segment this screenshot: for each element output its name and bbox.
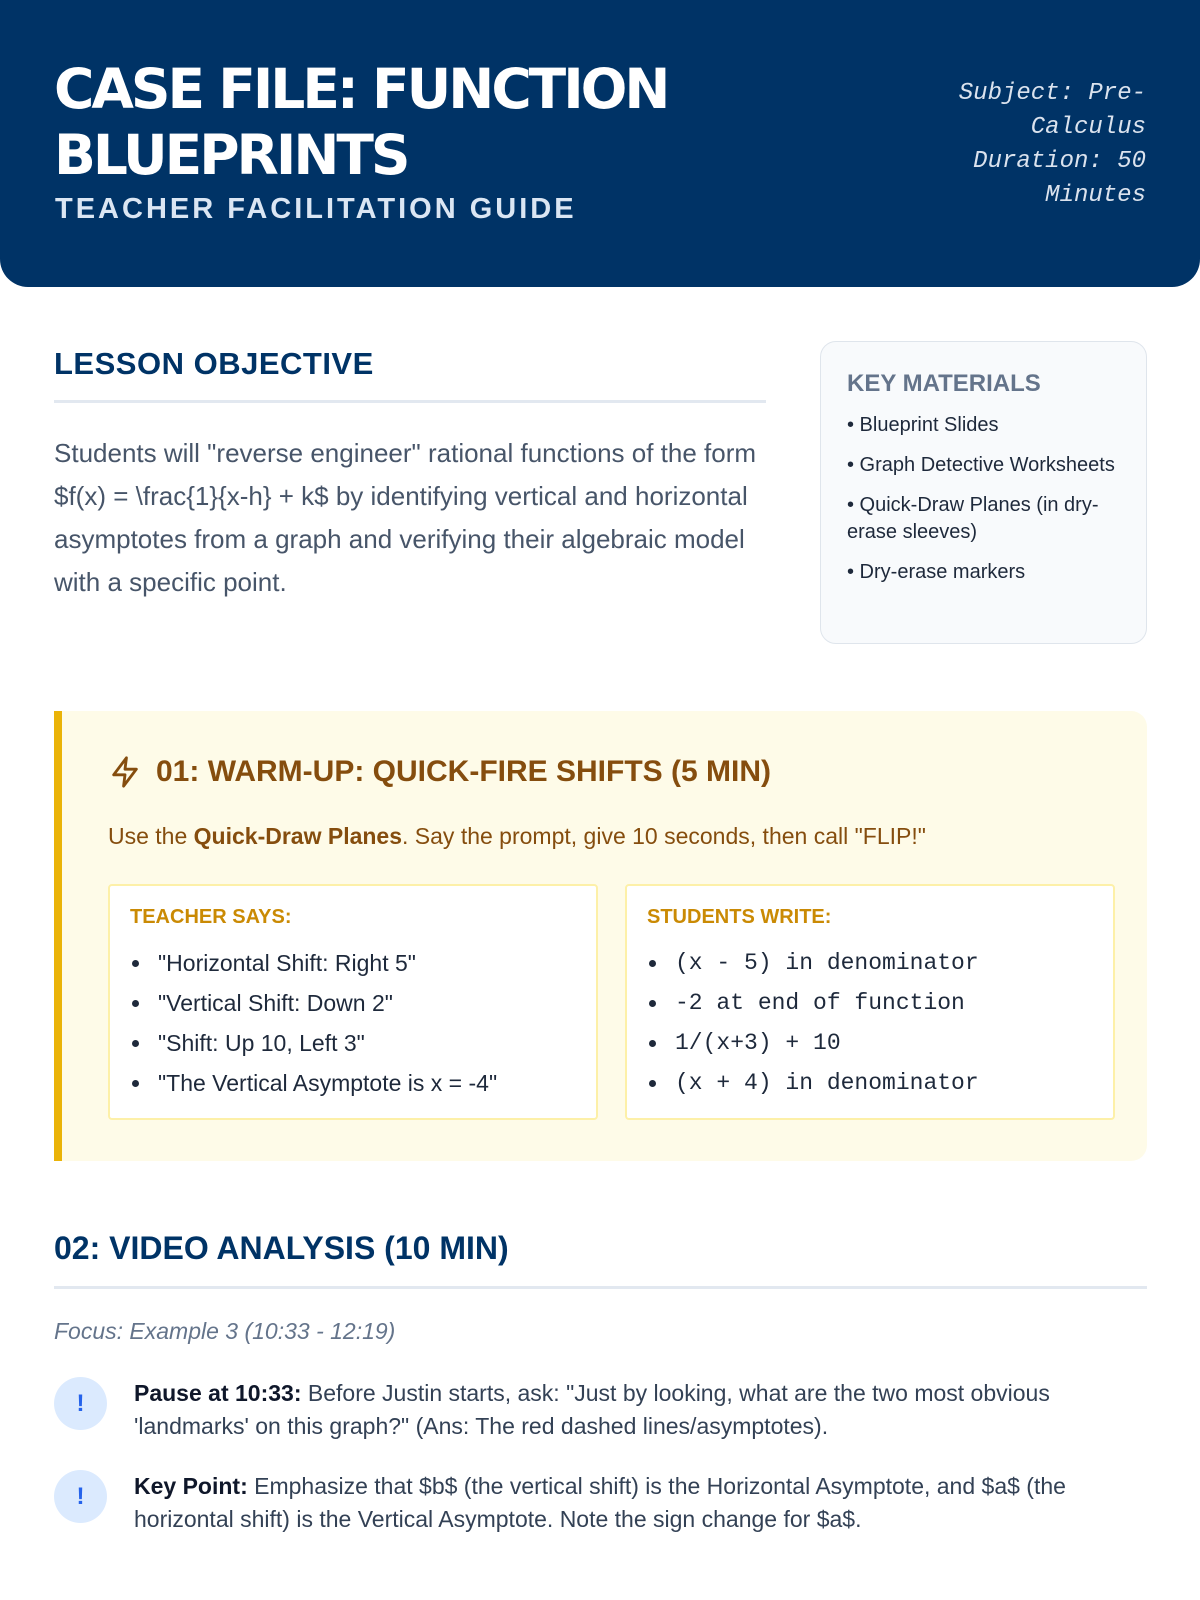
teacher-says-list: [130, 943, 576, 1103]
objective-text: Students will "reverse engineer" rational functions of the form $f(x) = \frac{1}{x-h} + k$ by identifying vertical and horizontal asymptotes from a graph and verifying their algebraic model with a specific point.: [54, 438, 757, 597]
materials-item: • Quick-Draw Planes (in dry-erase sleeves): [847, 494, 1099, 543]
header-banner: [0, 0, 1200, 287]
warmup-intro-suffix: . Say the prompt, give 10 seconds, then call "FLIP!": [402, 823, 926, 849]
materials-item: • Graph Detective Worksheets: [847, 454, 1115, 476]
warmup-section: [54, 711, 1147, 1161]
list-item: (x - 5) in denominator: [647, 943, 1093, 983]
materials-heading: KEY MATERIALS: [847, 370, 1041, 397]
warmup-heading: [108, 755, 771, 789]
list-item: "The Vertical Asymptote is x = -4": [130, 1063, 576, 1103]
list-item: -2 at end of function: [647, 983, 1093, 1023]
list-item: "Horizontal Shift: Right 5": [130, 943, 576, 983]
materials-item: • Blueprint Slides: [847, 414, 999, 436]
teacher-says-heading: TEACHER SAYS:: [130, 906, 292, 928]
warmup-intro-bold: Quick-Draw Planes: [193, 823, 403, 849]
note-body: Before Justin starts, ask: "Just by looking, what are the two most obvious 'landmarks' on this graph?" (Ans: The red dashed lines/asymptotes).: [134, 1380, 1050, 1439]
video-heading: 02: VIDEO ANALYSIS (10 MIN): [54, 1230, 509, 1266]
students-write-box: [625, 884, 1115, 1120]
teacher-says-box: [108, 884, 598, 1120]
subject-label: Subject: Pre-Calculus: [958, 80, 1146, 141]
list-item: (x + 4) in denominator: [647, 1063, 1093, 1103]
materials-item: • Dry-erase markers: [847, 561, 1026, 583]
note-body: Emphasize that $b$ (the vertical shift) is the Horizontal Asymptote, and $a$ (the horizontal shift) is the Vertical Asymptote. Note the sign change for $a$.: [134, 1473, 1066, 1532]
key-materials-card: [820, 341, 1147, 644]
lesson-meta: [916, 77, 1146, 213]
note-label: Key Point:: [134, 1473, 248, 1499]
list-item: "Vertical Shift: Down 2": [130, 983, 576, 1023]
page-subtitle: TEACHER FACILITATION GUIDE: [55, 193, 577, 225]
alert-icon: !: [54, 1377, 107, 1430]
video-focus: Focus: Example 3 (10:33 - 12:19): [54, 1318, 396, 1344]
warmup-intro-prefix: Use the: [108, 823, 194, 849]
note-label: Pause at 10:33:: [134, 1380, 302, 1406]
video-divider: [54, 1286, 1147, 1289]
objective-heading: LESSON OBJECTIVE: [54, 346, 374, 381]
students-write-heading: STUDENTS WRITE:: [647, 906, 832, 928]
students-write-list: [647, 943, 1093, 1103]
lightning-icon: [108, 755, 142, 789]
warmup-heading-text: 01: WARM-UP: QUICK-FIRE SHIFTS (5 MIN): [156, 755, 771, 788]
alert-icon: !: [54, 1470, 107, 1523]
page-title: CASE FILE: FUNCTION BLUEPRINTS: [54, 57, 668, 187]
materials-list: [847, 412, 1120, 586]
duration-label: Duration: 50 Minutes: [973, 148, 1146, 209]
list-item: "Shift: Up 10, Left 3": [130, 1023, 576, 1063]
note-text: [134, 1377, 1147, 1443]
warmup-intro: [108, 823, 926, 850]
note-text: [134, 1470, 1147, 1536]
list-item: 1/(x+3) + 10: [647, 1023, 1093, 1063]
objective-divider: [54, 400, 766, 403]
